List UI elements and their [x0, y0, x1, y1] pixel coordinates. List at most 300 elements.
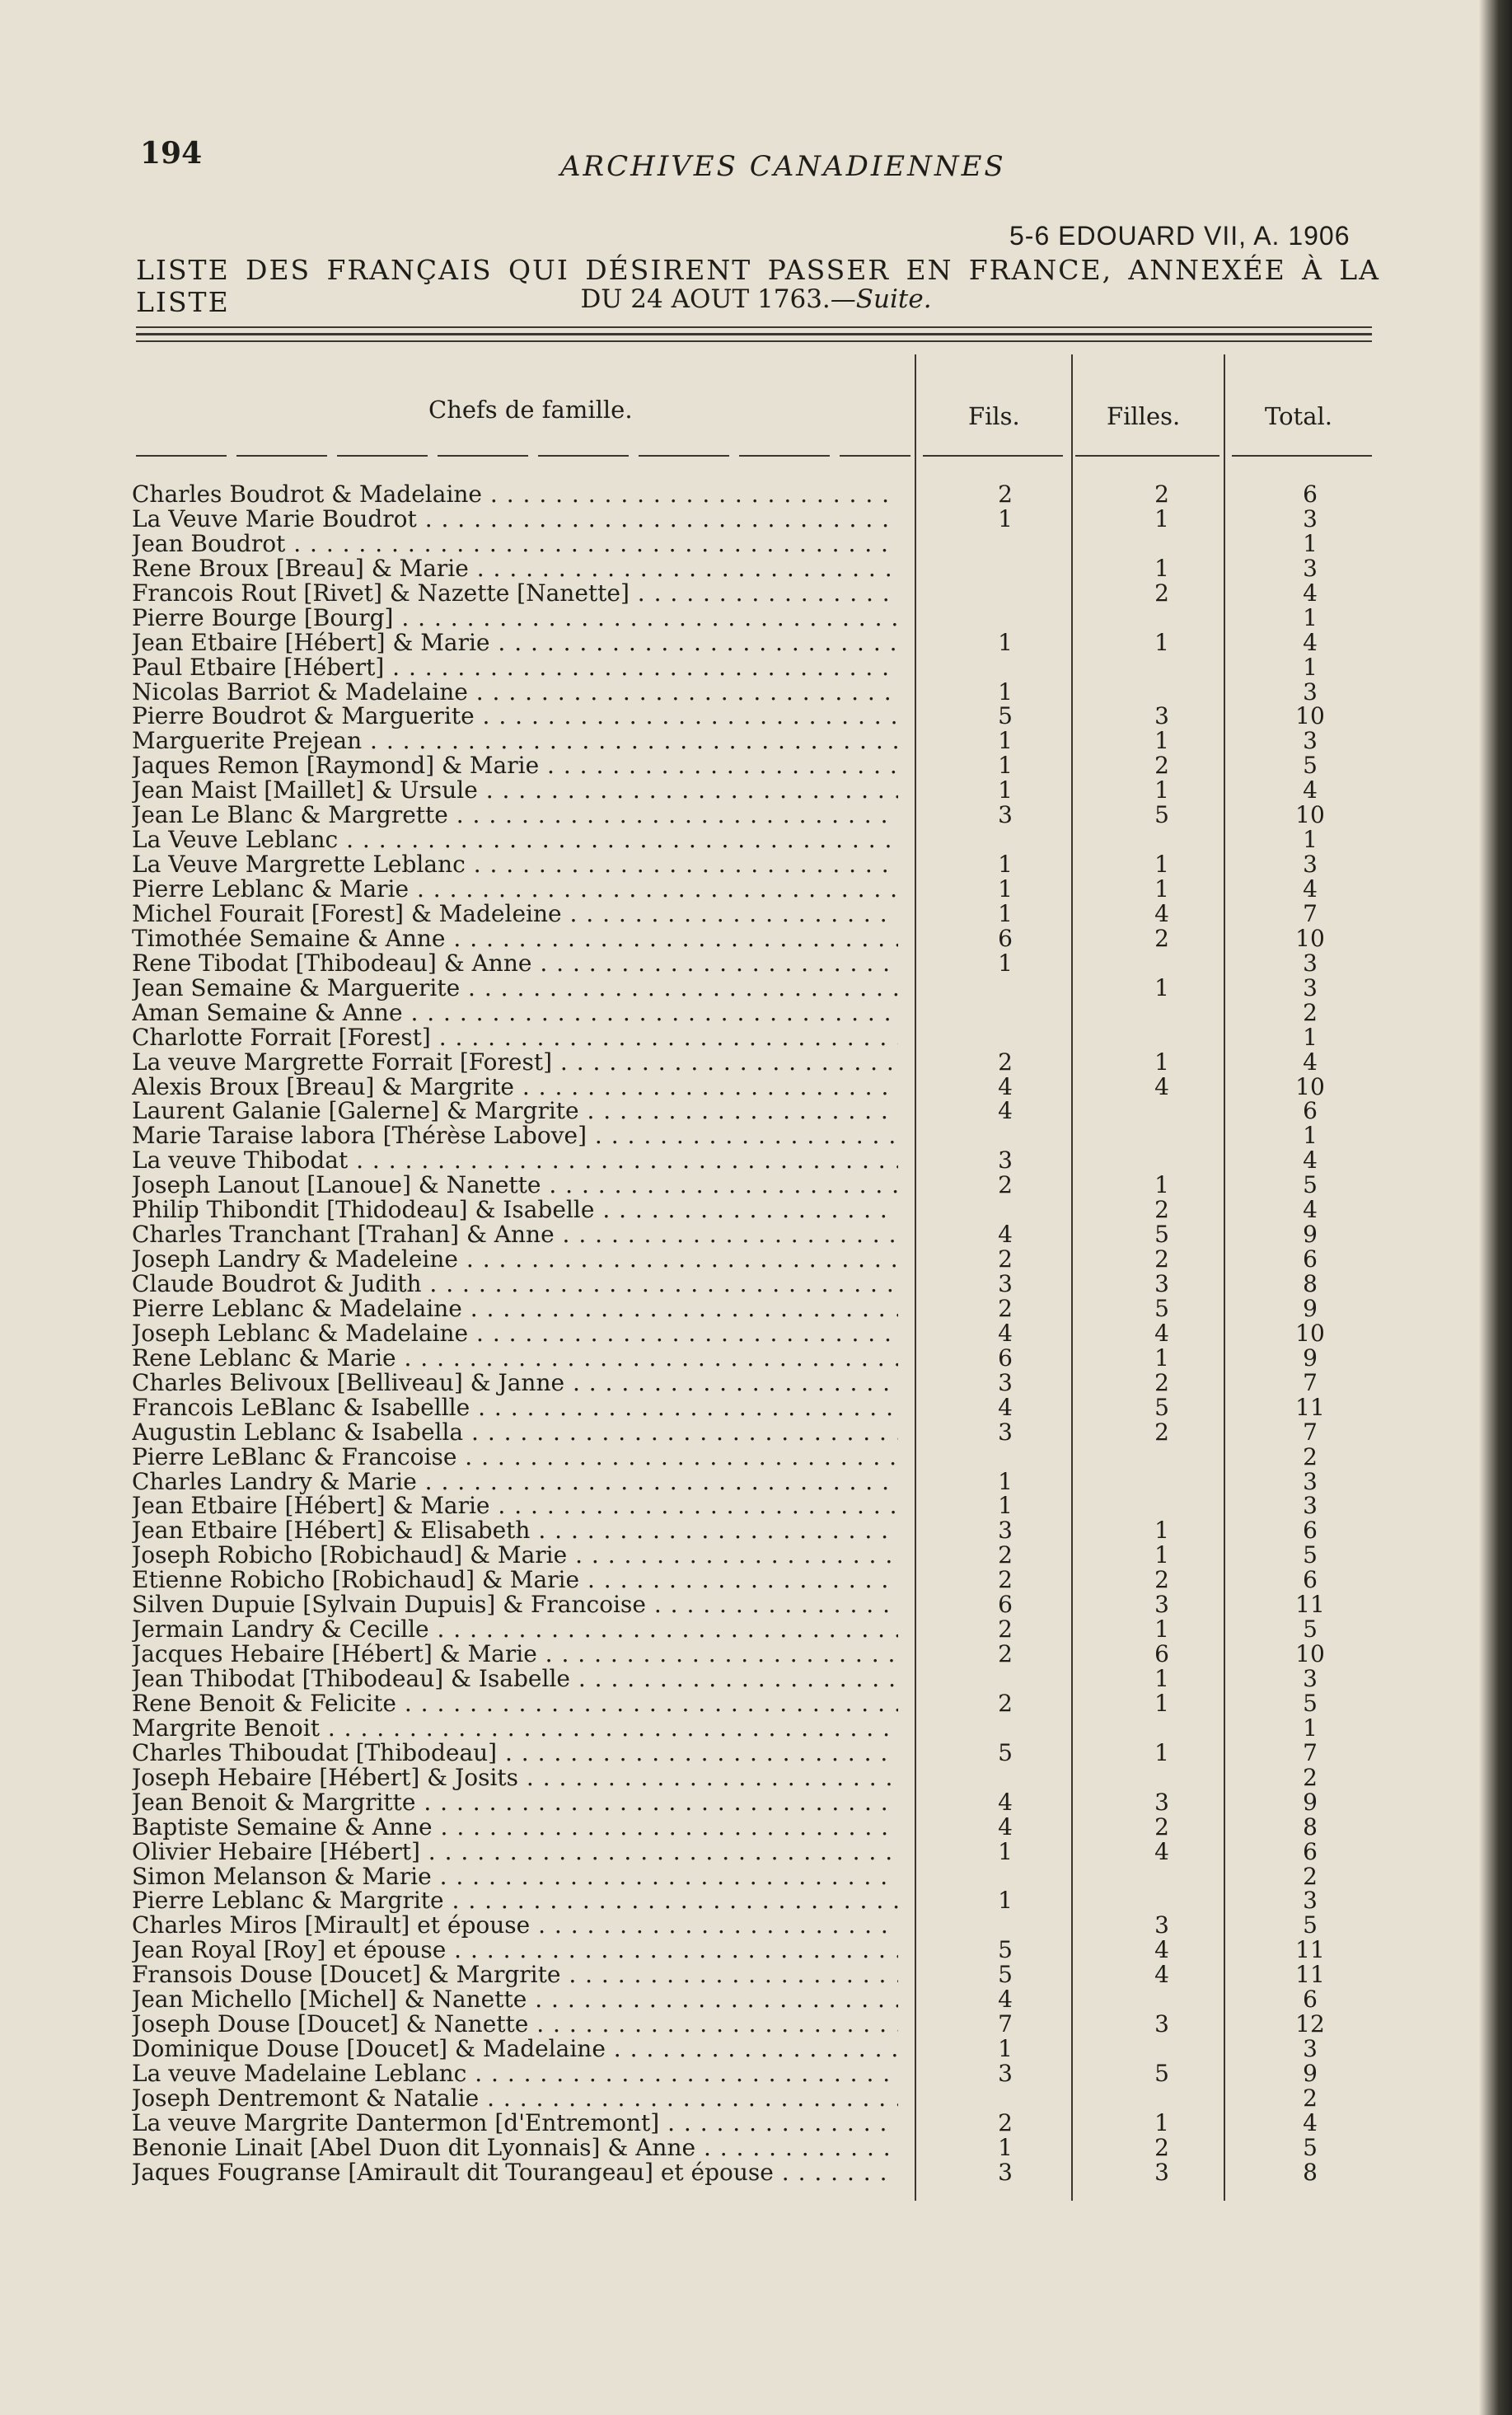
table-row [0, 2133, 1512, 2161]
filles-count: 1 [1154, 554, 1169, 582]
family-head-name: Joseph Leblanc & Madelaine . . . [132, 1321, 898, 1346]
table-row [0, 1123, 1512, 1148]
column-underline [1075, 455, 1219, 457]
family-head-name: Michel Fourait [Forest] & Madeleine . . . [132, 902, 898, 926]
filles-count: 1 [1154, 851, 1169, 879]
family-head-name: Jean Etbaire [Hébert] & Elisabeth . . . [132, 1518, 898, 1543]
filles-count: 1 [1154, 1343, 1169, 1372]
column-header-chefs: Chefs de famille. [428, 396, 633, 424]
family-head-name: Laurent Galanie [Galerne] & Margrite . . . [132, 1099, 898, 1123]
table-row [0, 1667, 1512, 1691]
fils-count: 4 [998, 1319, 1013, 1347]
filles-count: 1 [1154, 628, 1169, 656]
fils-count: 1 [998, 875, 1013, 903]
filles-count: 3 [1154, 1270, 1169, 1297]
family-head-name: Augustin Leblanc & Isabella . . . [132, 1420, 898, 1445]
table-row [0, 1420, 1512, 1445]
filles-count: 3 [1154, 2158, 1169, 2186]
filles-count: 1 [1154, 1738, 1169, 1766]
fils-count: 5 [998, 1936, 1013, 1964]
family-head-name: Etienne Robicho [Robichaud] & Marie . . . [132, 1568, 898, 1592]
filles-count: 2 [1154, 1418, 1169, 1446]
fils-count: 1 [998, 776, 1013, 804]
fils-count: 2 [998, 1294, 1013, 1322]
fils-count: 1 [998, 2133, 1013, 2161]
total-count: 10 [1295, 801, 1325, 829]
filles-count: 1 [1154, 1665, 1169, 1692]
family-head-name: Charles Tranchant [Trahan] & Anne . . . [132, 1222, 898, 1247]
header-rule [136, 326, 1372, 328]
list-title-date-text: DU 24 AOUT 1763. [580, 284, 831, 314]
family-head-name: Paul Etbaire [Hébert] . . . [132, 655, 898, 680]
filles-count: 4 [1154, 899, 1169, 927]
total-count: 2 [1303, 1763, 1318, 1791]
fils-count: 1 [998, 1887, 1013, 1915]
table-row [0, 1691, 1512, 1716]
total-count: 9 [1303, 1343, 1318, 1372]
table-row [0, 1050, 1512, 1075]
running-title: ARCHIVES CANADIENNES [560, 150, 1006, 183]
total-count: 3 [1303, 2035, 1318, 2063]
family-head-name: Baptiste Semaine & Anne . . . [132, 1815, 898, 1840]
family-head-name: Silven Dupuie [Sylvain Dupuis] & Francoise . . . [132, 1592, 898, 1617]
fils-count: 1 [998, 1492, 1013, 1520]
total-count: 4 [1303, 776, 1318, 804]
fils-count: 5 [998, 1738, 1013, 1766]
family-head-name: La veuve Thibodat . . . [132, 1148, 898, 1173]
family-head-name: Charles Belivoux [Belliveau] & Janne . . . [132, 1371, 898, 1395]
fils-count: 5 [998, 702, 1013, 730]
total-count: 8 [1303, 1812, 1318, 1841]
total-count: 3 [1303, 949, 1318, 977]
fils-count: 2 [998, 2108, 1013, 2136]
table-row [0, 655, 1512, 680]
total-count: 12 [1295, 2010, 1325, 2038]
list-title-suite: —Suite. [830, 284, 932, 314]
total-count: 3 [1303, 678, 1318, 706]
fils-count: 4 [998, 1393, 1013, 1421]
family-head-name: Joseph Lanout [Lanoue] & Nanette . . . [132, 1173, 898, 1198]
total-count: 11 [1295, 1936, 1325, 1964]
table-row [0, 2012, 1512, 2037]
family-head-name: Aman Semaine & Anne . . . [132, 1001, 898, 1025]
session-label: 5-6 EDOUARD VII, A. 1906 [1009, 221, 1351, 251]
filles-count: 2 [1154, 1566, 1169, 1594]
column-underline [1232, 455, 1372, 457]
table-row [0, 2160, 1512, 2185]
family-head-name: Joseph Dentremont & Natalie . . . [132, 2086, 898, 2111]
total-count: 4 [1303, 1147, 1318, 1175]
filles-count: 2 [1154, 1812, 1169, 1841]
table-row [0, 1987, 1512, 2012]
table-row [0, 1272, 1512, 1297]
family-head-name: Jacques Hebaire [Hébert] & Marie . . . [132, 1642, 898, 1667]
table-row [0, 973, 1512, 1001]
column-header-fils: Fils. [968, 402, 1020, 430]
table-row [0, 803, 1512, 828]
table-row [0, 899, 1512, 927]
table-row [0, 680, 1512, 705]
filles-count: 3 [1154, 2010, 1169, 2038]
fils-count: 1 [998, 851, 1013, 879]
filles-count: 5 [1154, 1221, 1169, 1249]
family-head-name: Francois LeBlanc & Isabellle . . . [132, 1395, 898, 1420]
table-row [0, 1592, 1512, 1617]
family-head-name: Rene Tibodat [Thibodeau] & Anne . . . [132, 951, 898, 976]
family-head-name: Pierre Leblanc & Marie . . . [132, 877, 898, 902]
fils-count: 1 [998, 949, 1013, 977]
header-rule [136, 340, 1372, 342]
fils-count: 2 [998, 481, 1013, 508]
total-count: 6 [1303, 1837, 1318, 1865]
total-count: 2 [1303, 1442, 1318, 1470]
family-head-name: Jean Thibodat [Thibodeau] & Isabelle . . . [132, 1667, 898, 1691]
table-row [0, 1716, 1512, 1741]
table-row [0, 1148, 1512, 1173]
total-count: 8 [1303, 1270, 1318, 1297]
fils-count: 3 [998, 1368, 1013, 1396]
total-count: 2 [1303, 2084, 1318, 2112]
family-head-name: Jermain Landry & Cecille . . . [132, 1617, 898, 1642]
family-head-name: Charles Thiboudat [Thibodeau] . . . [132, 1741, 898, 1766]
total-count: 5 [1303, 1541, 1318, 1569]
table-row [0, 504, 1512, 532]
family-head-name: Dominique Douse [Doucet] & Madelaine . . . [132, 2037, 898, 2061]
fils-count: 2 [998, 1541, 1013, 1569]
filles-count: 2 [1154, 579, 1169, 607]
filles-count: 2 [1154, 924, 1169, 952]
filles-count: 1 [1154, 504, 1169, 532]
total-count: 7 [1303, 1418, 1318, 1446]
table-row [0, 926, 1512, 951]
total-count: 4 [1303, 1196, 1318, 1224]
table-row [0, 704, 1512, 729]
table-row [0, 877, 1512, 902]
table-row [0, 1617, 1512, 1642]
family-head-name: La veuve Margrite Dantermon [d'Entremont] . . . [132, 2111, 898, 2136]
total-count: 3 [1303, 1492, 1318, 1520]
table-row [0, 1543, 1512, 1568]
filles-count: 2 [1154, 481, 1169, 508]
total-count: 11 [1295, 1393, 1325, 1421]
table-row [0, 1467, 1512, 1495]
table-row [0, 1294, 1512, 1322]
filles-count: 1 [1154, 2108, 1169, 2136]
total-count: 10 [1295, 1072, 1325, 1100]
table-row [0, 1738, 1512, 1766]
table-row [0, 2108, 1512, 2136]
filles-count: 2 [1154, 1196, 1169, 1224]
total-count: 4 [1303, 628, 1318, 656]
filles-count: 2 [1154, 1245, 1169, 1273]
table-row [0, 2061, 1512, 2086]
total-count: 1 [1303, 603, 1318, 631]
table-row [0, 1938, 1512, 1962]
filles-count: 1 [1154, 1541, 1169, 1569]
table-row [0, 1198, 1512, 1222]
total-count: 6 [1303, 481, 1318, 508]
family-head-name: Benonie Linait [Abel Duon dit Lyonnais] & Anne . . . [132, 2136, 898, 2160]
filles-count: 3 [1154, 702, 1169, 730]
filles-count: 4 [1154, 1072, 1169, 1100]
table-row [0, 1222, 1512, 1247]
total-count: 4 [1303, 579, 1318, 607]
family-head-name: Jaques Fougranse [Amirault dit Tourangeau] et épouse . . . [132, 2160, 898, 2185]
filles-count: 1 [1154, 1689, 1169, 1717]
family-head-name: Jean Semaine & Marguerite . . . [132, 976, 898, 1001]
total-count: 3 [1303, 851, 1318, 879]
total-count: 5 [1303, 752, 1318, 780]
total-count: 8 [1303, 2158, 1318, 2186]
family-head-name: Charles Miros [Mirault] et épouse . . . [132, 1913, 898, 1938]
table-row [0, 852, 1512, 877]
table-row [0, 1790, 1512, 1815]
family-head-name: Margrite Benoit . . . [132, 1716, 898, 1741]
family-head-name: La Veuve Leblanc . . . [132, 828, 898, 852]
table-row [0, 1099, 1512, 1123]
total-count: 3 [1303, 1467, 1318, 1495]
filles-count: 2 [1154, 752, 1169, 780]
filles-count: 1 [1154, 1171, 1169, 1199]
table-row [0, 2037, 1512, 2061]
header-rule [136, 333, 1372, 335]
table-row [0, 1518, 1512, 1543]
fils-count: 1 [998, 727, 1013, 755]
family-head-name: Rene Broux [Breau] & Marie . . . [132, 556, 898, 581]
fils-count: 3 [998, 2158, 1013, 2186]
filles-count: 4 [1154, 1319, 1169, 1347]
filles-count: 3 [1154, 1591, 1169, 1619]
table-row [0, 1173, 1512, 1198]
family-head-name: La veuve Margrette Forrait [Forest] . . . [132, 1050, 898, 1075]
total-count: 5 [1303, 1689, 1318, 1717]
family-head-name: Pierre Leblanc & Madelaine . . . [132, 1297, 898, 1321]
family-head-name: Jean Maist [Maillet] & Ursule . . . [132, 778, 898, 803]
total-count: 4 [1303, 2108, 1318, 2136]
fils-count: 4 [998, 1812, 1013, 1841]
family-head-name: Joseph Hebaire [Hébert] & Josits . . . [132, 1766, 898, 1790]
table-row [0, 1442, 1512, 1470]
total-count: 5 [1303, 1615, 1318, 1644]
family-head-name: Francois Rout [Rivet] & Nazette [Nanette] . . . [132, 581, 898, 606]
total-count: 3 [1303, 1887, 1318, 1915]
table-row [0, 529, 1512, 557]
family-head-name: Joseph Landry & Madeleine . . . [132, 1247, 898, 1272]
total-count: 1 [1303, 653, 1318, 681]
filles-count: 1 [1154, 776, 1169, 804]
total-count: 3 [1303, 554, 1318, 582]
filles-count: 5 [1154, 1294, 1169, 1322]
total-count: 4 [1303, 875, 1318, 903]
table-row [0, 1962, 1512, 1987]
total-count: 1 [1303, 826, 1318, 854]
table-row [0, 581, 1512, 606]
fils-count: 1 [998, 628, 1013, 656]
table-row [0, 1864, 1512, 1889]
table-row [0, 1247, 1512, 1272]
family-head-name: Jean Le Blanc & Margrette . . . [132, 803, 898, 828]
fils-count: 1 [998, 899, 1013, 927]
table-row [0, 1642, 1512, 1667]
fils-count: 1 [998, 678, 1013, 706]
filles-count: 4 [1154, 1837, 1169, 1865]
family-head-name: Olivier Hebaire [Hébert] . . . [132, 1840, 898, 1864]
fils-count: 3 [998, 801, 1013, 829]
family-head-name: Simon Melanson & Marie . . . [132, 1864, 898, 1889]
fils-count: 3 [998, 1270, 1013, 1297]
filles-count: 5 [1154, 1393, 1169, 1421]
family-head-name: Jean Etbaire [Hébert] & Marie . . . [132, 1494, 898, 1518]
family-head-name: Pierre Bourge [Bourg] . . . [132, 606, 898, 631]
filles-count: 3 [1154, 1911, 1169, 1939]
table-row [0, 556, 1512, 581]
total-count: 5 [1303, 2133, 1318, 2161]
family-head-name: Jean Michello [Michel] & Nanette . . . [132, 1987, 898, 2012]
table-row [0, 603, 1512, 631]
fils-count: 3 [998, 1147, 1013, 1175]
fils-count: 2 [998, 1566, 1013, 1594]
total-count: 7 [1303, 1738, 1318, 1766]
fils-count: 4 [998, 1221, 1013, 1249]
table-row [0, 2086, 1512, 2111]
fils-count: 1 [998, 752, 1013, 780]
column-underline [923, 455, 1063, 457]
list-title: LISTE DES FRANÇAIS QUI DÉSIRENT PASSER EN FRANCE, ANNEXÉE À LA LISTE [136, 254, 1380, 318]
table-row [0, 1568, 1512, 1592]
column-underline [136, 455, 910, 457]
fils-count: 3 [998, 1418, 1013, 1446]
family-head-name: Pierre Leblanc & Margrite . . . [132, 1888, 898, 1913]
total-count: 1 [1303, 529, 1318, 557]
column-header-filles: Filles. [1107, 402, 1181, 430]
table-row [0, 828, 1512, 852]
filles-count: 2 [1154, 2133, 1169, 2161]
family-head-name: Jean Benoit & Margritte . . . [132, 1790, 898, 1815]
table-row [0, 1837, 1512, 1865]
table-row [0, 998, 1512, 1026]
total-count: 6 [1303, 1245, 1318, 1273]
filles-count: 1 [1154, 973, 1169, 1001]
total-count: 1 [1303, 1714, 1318, 1742]
fils-count: 3 [998, 1517, 1013, 1545]
family-head-name: Pierre LeBlanc & Francoise . . . [132, 1445, 898, 1470]
table-row [0, 729, 1512, 753]
total-count: 9 [1303, 2060, 1318, 2087]
fils-count: 6 [998, 1591, 1013, 1619]
table-row [0, 1368, 1512, 1396]
family-head-name: Jean Boudrot . . . [132, 532, 898, 556]
fils-count: 4 [998, 1986, 1013, 2014]
filles-count: 5 [1154, 801, 1169, 829]
total-count: 1 [1303, 1023, 1318, 1051]
total-count: 6 [1303, 1097, 1318, 1125]
family-head-name: Marie Taraise labora [Thérèse Labove] . . . [132, 1123, 898, 1148]
filles-count: 2 [1154, 1368, 1169, 1396]
family-head-name: Jean Etbaire [Hébert] & Marie . . . [132, 631, 898, 655]
filles-count: 1 [1154, 1517, 1169, 1545]
total-count: 2 [1303, 998, 1318, 1026]
fils-count: 1 [998, 1837, 1013, 1865]
table-row [0, 1888, 1512, 1913]
table-row [0, 1763, 1512, 1791]
family-head-name: La Veuve Marie Boudrot . . . [132, 507, 898, 532]
filles-count: 1 [1154, 1615, 1169, 1644]
family-head-name: La Veuve Margrette Leblanc . . . [132, 852, 898, 877]
table-row [0, 1321, 1512, 1346]
table-row [0, 1395, 1512, 1420]
fils-count: 2 [998, 1171, 1013, 1199]
table-row [0, 628, 1512, 656]
fils-count: 4 [998, 1072, 1013, 1100]
family-head-name: Alexis Broux [Breau] & Margrite . . . [132, 1075, 898, 1100]
table-row [0, 1025, 1512, 1050]
fils-count: 7 [998, 2010, 1013, 2038]
family-head-name: La veuve Madelaine Leblanc . . . [132, 2061, 898, 2086]
total-count: 9 [1303, 1221, 1318, 1249]
fils-count: 6 [998, 924, 1013, 952]
table-row [0, 753, 1512, 778]
fils-count: 2 [998, 1640, 1013, 1668]
family-head-name: Jean Royal [Roy] et épouse . . . [132, 1938, 898, 1962]
fils-count: 4 [998, 1788, 1013, 1816]
family-head-name: Charles Boudrot & Madelaine . . . [132, 482, 898, 507]
family-head-name: Joseph Robicho [Robichaud] & Marie . . . [132, 1543, 898, 1568]
fils-count: 1 [998, 2035, 1013, 2063]
family-head-name: Claude Boudrot & Judith . . . [132, 1272, 898, 1297]
fils-count: 2 [998, 1615, 1013, 1644]
table-row [0, 1343, 1512, 1372]
total-count: 2 [1303, 1862, 1318, 1890]
filles-count: 5 [1154, 2060, 1169, 2087]
family-table [0, 482, 1512, 2185]
fils-count: 6 [998, 1343, 1013, 1372]
filles-count: 3 [1154, 1788, 1169, 1816]
filles-count: 1 [1154, 875, 1169, 903]
family-head-name: Rene Benoit & Felicite . . . [132, 1691, 898, 1716]
total-count: 4 [1303, 1048, 1318, 1076]
table-row [0, 1072, 1512, 1100]
filles-count: 6 [1154, 1640, 1169, 1668]
fils-count: 1 [998, 504, 1013, 532]
family-head-name: Rene Leblanc & Marie . . . [132, 1346, 898, 1371]
filles-count: 4 [1154, 1936, 1169, 1964]
total-count: 5 [1303, 1171, 1318, 1199]
list-title-date [0, 284, 1512, 314]
total-count: 3 [1303, 504, 1318, 532]
fils-count: 4 [998, 1097, 1013, 1125]
total-count: 10 [1295, 1640, 1325, 1668]
fils-count: 2 [998, 1689, 1013, 1717]
total-count: 10 [1295, 702, 1325, 730]
table-row [0, 1494, 1512, 1518]
family-head-name: Charles Landry & Marie . . . [132, 1470, 898, 1494]
table-row [0, 778, 1512, 803]
total-count: 3 [1303, 1665, 1318, 1692]
page-number: 194 [140, 136, 203, 171]
family-head-name: Charlotte Forrait [Forest] . . . [132, 1025, 898, 1050]
total-count: 10 [1295, 924, 1325, 952]
filles-count: 1 [1154, 1048, 1169, 1076]
family-head-name: Timothée Semaine & Anne . . . [132, 926, 898, 951]
total-count: 1 [1303, 1122, 1318, 1150]
total-count: 11 [1295, 1961, 1325, 1989]
fils-count: 3 [998, 2060, 1013, 2087]
filles-count: 4 [1154, 1961, 1169, 1989]
filles-count: 1 [1154, 727, 1169, 755]
total-count: 6 [1303, 1986, 1318, 2014]
total-count: 6 [1303, 1517, 1318, 1545]
fils-count: 2 [998, 1048, 1013, 1076]
